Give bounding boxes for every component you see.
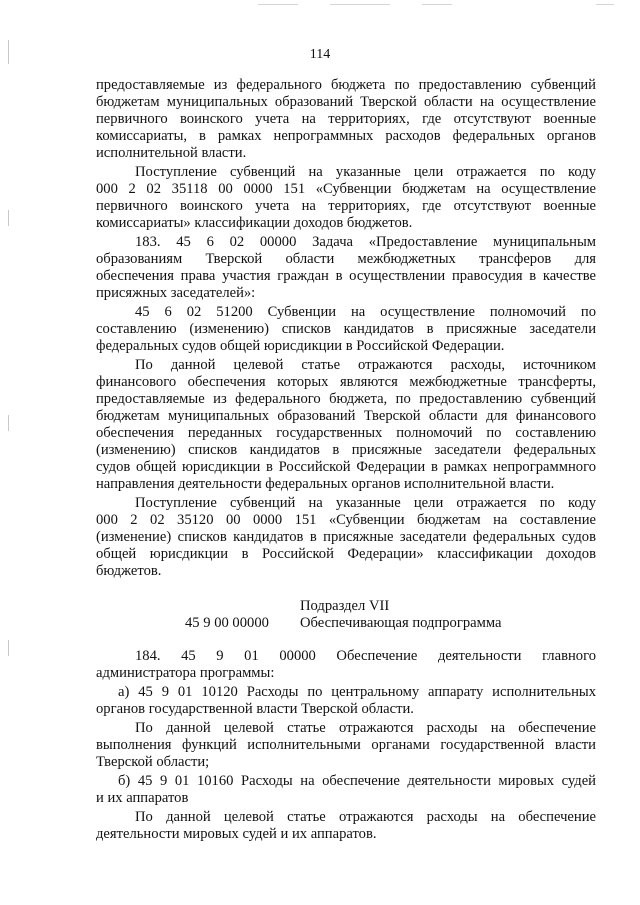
text-line: обеспечения переданных государственных полномочий по составлению [96, 425, 596, 441]
scan-artifact [422, 4, 452, 5]
text-line: бюджетам муниципальных образований Тверской области для финансового [96, 408, 596, 424]
text-line: По данной целевой статье отражаются расходы, источником [135, 357, 596, 373]
scan-artifact [596, 4, 614, 5]
text-line: бюджетам муниципальных образований Тверской области на осуществление [96, 94, 596, 110]
text-line: 45 6 02 51200 Субвенции на осуществление полномочий по [135, 304, 596, 320]
text-line: (изменению) списков кандидатов в присяжные заседатели федеральных [96, 442, 596, 458]
text-line: Поступление субвенций на указанные цели отражается по коду [135, 495, 596, 511]
text-line: комиссариаты» классификации доходов бюджетов. [96, 215, 413, 231]
text-line: а) 45 9 01 10120 Расходы по центральному аппарату исполнительных [118, 684, 596, 700]
text-line: первичного воинского учета на территориях, где отсутствуют военные [96, 198, 596, 214]
text-line: образованиям Тверской области межбюджетных трансферов для [96, 251, 596, 267]
text-line: общей юрисдикции в Российской Федерации» классификации доходов [96, 546, 596, 562]
text-line: По данной целевой статье отражаются расходы на обеспечение [135, 720, 596, 736]
text-line: судов общей юрисдикции в Российской Федерации в рамках непрограммного [96, 459, 596, 475]
text-line: выполнения функций исполнительными органами государственной власти [96, 737, 596, 753]
text-line: федеральных судов общей юрисдикции в Российской Федерации. [96, 338, 505, 354]
text-line: бюджетов. [96, 563, 162, 579]
scan-artifact [8, 640, 9, 656]
text-line: исполнительной власти. [96, 145, 247, 161]
scan-artifact [258, 4, 298, 5]
text-line: (изменение) списков кандидатов в присяжные заседатели федеральных судов [96, 529, 596, 545]
text-line: 184. 45 9 01 00000 Обеспечение деятельности главного [135, 648, 596, 664]
text-line: предоставляемые из федерального бюджета, по предоставлению субвенций [96, 391, 596, 407]
text-line: составлению (изменению) списков кандидатов в присяжные заседатели [96, 321, 596, 337]
subsection-title: Подраздел VII [300, 598, 390, 614]
text-line: присяжных заседателей»: [96, 285, 256, 301]
text-line: обеспечения права участия граждан в осуществлении правосудия в качестве [96, 268, 596, 284]
text-line: направления деятельности федеральных органов исполнительной власти. [96, 476, 555, 492]
text-line: Поступление субвенций на указанные цели отражается по коду [135, 164, 596, 180]
subsection-name: Обеспечивающая подпрограмма [300, 615, 502, 631]
text-line: органов государственной власти Тверской области. [96, 701, 414, 717]
text-line: первичного воинского учета на территориях, где отсутствуют военные [96, 111, 596, 127]
text-line: предоставляемые из федерального бюджета по предоставлению субвенций [96, 77, 596, 93]
scan-artifact [330, 4, 390, 5]
text-line: финансового обеспечения которых являются межбюджетные трансферты, [96, 374, 596, 390]
text-line: 000 2 02 35120 00 0000 151 «Субвенции бюджетам на составление [96, 512, 596, 528]
text-line: администратора программы: [96, 665, 275, 681]
scan-artifact [8, 210, 9, 226]
text-line: Тверской области; [96, 754, 210, 770]
text-line: б) 45 9 01 10160 Расходы на обеспечение деятельности мировых судей [118, 773, 596, 789]
text-line: По данной целевой статье отражаются расходы на обеспечение [135, 809, 596, 825]
text-line: и их аппаратов [96, 790, 189, 806]
page-number: 114 [309, 47, 331, 62]
text-line: комиссариаты, в рамках непрограммных расходов федеральных органов [96, 128, 596, 144]
scan-artifact [8, 415, 9, 431]
subsection-code: 45 9 00 00000 [185, 615, 269, 631]
text-line: деятельности мировых судей и их аппаратов. [96, 826, 377, 842]
text-line: 000 2 02 35118 00 0000 151 «Субвенции бюджетам на осуществление [96, 181, 596, 197]
text-line: 183. 45 6 02 00000 Задача «Предоставление муниципальным [135, 234, 596, 250]
